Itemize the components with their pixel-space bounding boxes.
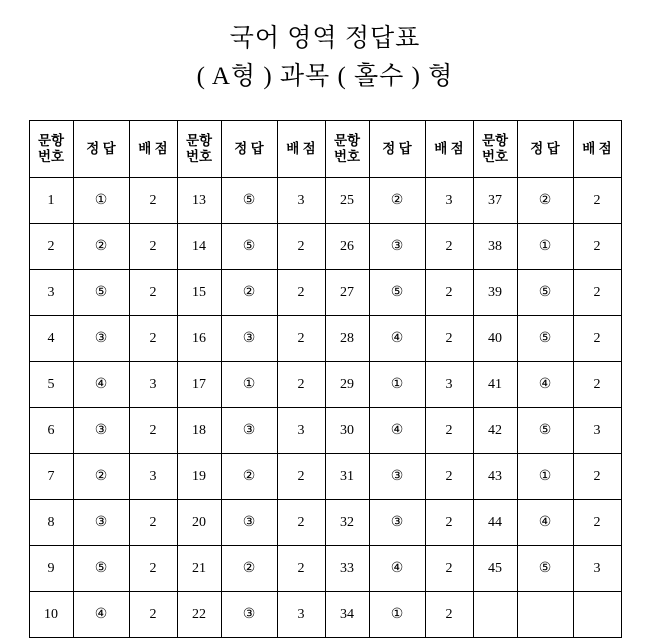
cell-points: 3 bbox=[129, 362, 177, 408]
cell-question-no: 31 bbox=[325, 454, 369, 500]
cell-answer: ⑤ bbox=[221, 178, 277, 224]
cell-points: 2 bbox=[573, 362, 621, 408]
cell-answer: ② bbox=[73, 454, 129, 500]
table-row bbox=[29, 454, 621, 500]
table-row bbox=[29, 224, 621, 270]
header-question-no-line1: 문항 bbox=[185, 133, 213, 148]
cell-points: 2 bbox=[129, 500, 177, 546]
header-question-no-line2: 번호 bbox=[185, 149, 213, 164]
title-line-1: 국어 영역 정답표 bbox=[229, 25, 421, 52]
cell-answer: ② bbox=[73, 224, 129, 270]
cell-points: 2 bbox=[573, 224, 621, 270]
table-row bbox=[29, 592, 621, 638]
cell-answer: ⑤ bbox=[73, 546, 129, 592]
header-points: 배 점 bbox=[573, 121, 621, 178]
cell-answer: ③ bbox=[221, 592, 277, 638]
cell-question-no: 1 bbox=[29, 178, 73, 224]
cell-points: 2 bbox=[277, 270, 325, 316]
cell-answer: ④ bbox=[73, 592, 129, 638]
header-answer: 정 답 bbox=[517, 121, 573, 178]
cell-question-no: 41 bbox=[473, 362, 517, 408]
cell-points: 3 bbox=[129, 454, 177, 500]
cell-points: 3 bbox=[573, 546, 621, 592]
cell-question-no: 45 bbox=[473, 546, 517, 592]
table-row bbox=[29, 362, 621, 408]
cell-points: 3 bbox=[425, 178, 473, 224]
cell-points: 2 bbox=[129, 224, 177, 270]
cell-answer: ⑤ bbox=[517, 546, 573, 592]
cell-answer: ③ bbox=[73, 408, 129, 454]
table-row bbox=[29, 546, 621, 592]
header-answer: 정 답 bbox=[73, 121, 129, 178]
cell-answer: ④ bbox=[369, 408, 425, 454]
cell-answer: ④ bbox=[517, 500, 573, 546]
cell-question-no: 33 bbox=[325, 546, 369, 592]
cell-answer: ① bbox=[221, 362, 277, 408]
cell-answer: ② bbox=[221, 546, 277, 592]
cell-question-no: 13 bbox=[177, 178, 221, 224]
header-question-no-line2: 번호 bbox=[37, 149, 65, 164]
cell-answer: ③ bbox=[369, 454, 425, 500]
cell-points: 3 bbox=[277, 408, 325, 454]
cell-points: 2 bbox=[573, 270, 621, 316]
cell-answer: ⑤ bbox=[369, 270, 425, 316]
table-header bbox=[29, 121, 621, 178]
cell-answer: ③ bbox=[73, 316, 129, 362]
cell-question-no: 7 bbox=[29, 454, 73, 500]
cell-question-no: 19 bbox=[177, 454, 221, 500]
header-question-no bbox=[325, 121, 369, 178]
cell-answer: ⑤ bbox=[73, 270, 129, 316]
cell-question-no: 16 bbox=[177, 316, 221, 362]
cell-points: 2 bbox=[129, 408, 177, 454]
cell-question-no: 4 bbox=[29, 316, 73, 362]
cell-answer: ① bbox=[73, 178, 129, 224]
cell-answer: ⑤ bbox=[517, 270, 573, 316]
cell-points: 2 bbox=[129, 546, 177, 592]
cell-answer: ③ bbox=[221, 316, 277, 362]
cell-question-no: 43 bbox=[473, 454, 517, 500]
cell-question-no: 3 bbox=[29, 270, 73, 316]
table-body bbox=[29, 178, 621, 638]
cell-points: 2 bbox=[425, 500, 473, 546]
cell-answer: ④ bbox=[369, 316, 425, 362]
cell-points: 2 bbox=[277, 316, 325, 362]
cell-question-no: 38 bbox=[473, 224, 517, 270]
header-question-no bbox=[177, 121, 221, 178]
cell-answer: ② bbox=[517, 178, 573, 224]
cell-points: 2 bbox=[573, 178, 621, 224]
cell-question-no: 29 bbox=[325, 362, 369, 408]
cell-points: 2 bbox=[277, 224, 325, 270]
cell-answer: ① bbox=[517, 454, 573, 500]
header-question-no-line1: 문항 bbox=[37, 133, 65, 148]
cell-question-no: 15 bbox=[177, 270, 221, 316]
cell-question-no: 2 bbox=[29, 224, 73, 270]
cell-answer: ③ bbox=[369, 500, 425, 546]
cell-question-no: 42 bbox=[473, 408, 517, 454]
cell-points: 2 bbox=[425, 408, 473, 454]
cell-answer: ② bbox=[221, 454, 277, 500]
cell-question-no: 20 bbox=[177, 500, 221, 546]
cell-question-no: 30 bbox=[325, 408, 369, 454]
header-answer: 정 답 bbox=[369, 121, 425, 178]
cell-question-no: 5 bbox=[29, 362, 73, 408]
page-title bbox=[0, 0, 650, 94]
cell-points: 3 bbox=[277, 178, 325, 224]
cell-question-no: 40 bbox=[473, 316, 517, 362]
cell-points: 2 bbox=[425, 454, 473, 500]
cell-answer: ③ bbox=[221, 500, 277, 546]
cell-question-no: 39 bbox=[473, 270, 517, 316]
cell-question-no: 8 bbox=[29, 500, 73, 546]
header-question-no-line2: 번호 bbox=[481, 149, 509, 164]
cell-points: 3 bbox=[425, 362, 473, 408]
cell-answer: ② bbox=[369, 178, 425, 224]
header-question-no bbox=[473, 121, 517, 178]
table-row bbox=[29, 316, 621, 362]
cell-answer: ③ bbox=[369, 224, 425, 270]
cell-points: 2 bbox=[573, 454, 621, 500]
header-points: 배 점 bbox=[277, 121, 325, 178]
cell-answer: ⑤ bbox=[517, 408, 573, 454]
cell-points: 2 bbox=[425, 270, 473, 316]
cell-question-no: 18 bbox=[177, 408, 221, 454]
cell-points: 3 bbox=[277, 592, 325, 638]
cell-answer: ③ bbox=[221, 408, 277, 454]
cell-points: 2 bbox=[277, 500, 325, 546]
empty-cell bbox=[573, 592, 621, 638]
cell-question-no: 14 bbox=[177, 224, 221, 270]
header-question-no-line1: 문항 bbox=[333, 133, 361, 148]
cell-answer: ⑤ bbox=[517, 316, 573, 362]
empty-cell bbox=[473, 592, 517, 638]
cell-question-no: 34 bbox=[325, 592, 369, 638]
cell-points: 2 bbox=[129, 316, 177, 362]
cell-points: 2 bbox=[425, 546, 473, 592]
cell-answer: ① bbox=[369, 362, 425, 408]
cell-answer: ⑤ bbox=[221, 224, 277, 270]
header-question-no bbox=[29, 121, 73, 178]
header-row bbox=[29, 121, 621, 178]
header-points: 배 점 bbox=[129, 121, 177, 178]
header-answer: 정 답 bbox=[221, 121, 277, 178]
cell-answer: ② bbox=[221, 270, 277, 316]
answer-table bbox=[29, 120, 622, 638]
header-question-no-line2: 번호 bbox=[333, 149, 361, 164]
cell-answer: ④ bbox=[369, 546, 425, 592]
cell-points: 2 bbox=[425, 224, 473, 270]
cell-points: 2 bbox=[129, 270, 177, 316]
answer-table-container bbox=[0, 120, 650, 638]
cell-question-no: 21 bbox=[177, 546, 221, 592]
cell-points: 2 bbox=[425, 316, 473, 362]
cell-answer: ④ bbox=[517, 362, 573, 408]
table-row bbox=[29, 270, 621, 316]
cell-points: 2 bbox=[277, 362, 325, 408]
cell-points: 3 bbox=[573, 408, 621, 454]
cell-question-no: 9 bbox=[29, 546, 73, 592]
table-row bbox=[29, 408, 621, 454]
cell-answer: ④ bbox=[73, 362, 129, 408]
cell-points: 2 bbox=[129, 178, 177, 224]
table-row bbox=[29, 178, 621, 224]
title-line-2: ( A형 ) 과목 ( 홀수 ) 형 bbox=[196, 63, 454, 90]
cell-question-no: 28 bbox=[325, 316, 369, 362]
cell-points: 2 bbox=[129, 592, 177, 638]
cell-question-no: 37 bbox=[473, 178, 517, 224]
cell-question-no: 10 bbox=[29, 592, 73, 638]
cell-question-no: 44 bbox=[473, 500, 517, 546]
cell-points: 2 bbox=[277, 546, 325, 592]
table-row bbox=[29, 500, 621, 546]
cell-points: 2 bbox=[277, 454, 325, 500]
cell-points: 2 bbox=[573, 500, 621, 546]
cell-question-no: 17 bbox=[177, 362, 221, 408]
empty-cell bbox=[517, 592, 573, 638]
cell-answer: ③ bbox=[73, 500, 129, 546]
cell-points: 2 bbox=[425, 592, 473, 638]
cell-question-no: 6 bbox=[29, 408, 73, 454]
cell-question-no: 27 bbox=[325, 270, 369, 316]
cell-question-no: 32 bbox=[325, 500, 369, 546]
cell-points: 2 bbox=[573, 316, 621, 362]
cell-question-no: 22 bbox=[177, 592, 221, 638]
header-points: 배 점 bbox=[425, 121, 473, 178]
cell-question-no: 25 bbox=[325, 178, 369, 224]
cell-answer: ① bbox=[369, 592, 425, 638]
header-question-no-line1: 문항 bbox=[481, 133, 509, 148]
cell-answer: ① bbox=[517, 224, 573, 270]
cell-question-no: 26 bbox=[325, 224, 369, 270]
